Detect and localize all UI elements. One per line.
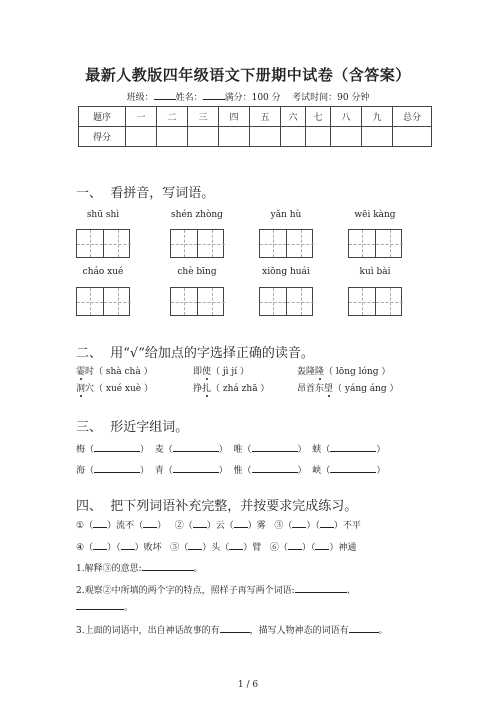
answer-blank[interactable]	[330, 442, 376, 452]
idiom-row: ①（ ）流不（ ） ②（ ）云（ ）雾 ③（ ）（ ）不平	[76, 518, 361, 531]
dotted-char: 隆	[315, 364, 324, 377]
question-2: 2.观察②中所填的两个字的特点，照样子再写两个词语: 、	[76, 583, 356, 596]
exam-time: 考试时间：90 分钟	[292, 93, 370, 103]
score-cell[interactable]	[393, 127, 432, 147]
answer-blank[interactable]	[121, 540, 135, 550]
class-blank[interactable]	[154, 90, 176, 100]
pronunciation-item: 挣扎（ zhá zhā ）	[193, 381, 269, 394]
section2-heading	[76, 342, 314, 361]
score-header: 题序	[79, 107, 126, 127]
name-blank[interactable]	[203, 90, 225, 100]
section4-title: 把下列词语补充完整，并按要求完成练习。	[110, 499, 358, 514]
writing-grid[interactable]	[259, 287, 313, 316]
full-score: 满分：100 分	[224, 93, 281, 103]
score-cell[interactable]	[219, 127, 250, 147]
score-cell[interactable]	[188, 127, 219, 147]
question-3: 3.上面的词语中，出自神话故事的有 ，描写人物神态的词语有 。	[76, 623, 388, 636]
answer-blank[interactable]	[143, 518, 157, 528]
answer-blank[interactable]	[292, 518, 306, 528]
answer-blank[interactable]	[252, 463, 298, 473]
writing-grid[interactable]	[348, 229, 402, 258]
score-cell[interactable]	[250, 127, 281, 147]
answer-blank[interactable]	[288, 540, 302, 550]
score-header: 九	[362, 107, 393, 127]
pinyin-label: xiōng huái	[262, 267, 310, 277]
score-header: 一	[126, 107, 157, 127]
answer-blank[interactable]	[188, 540, 202, 550]
answer-blank[interactable]	[94, 463, 140, 473]
writing-grid[interactable]	[76, 229, 130, 258]
section4-heading	[76, 495, 357, 514]
word-group-row: 海（ ） 青（ ） 惟（ ） 峡（ ）	[76, 463, 385, 476]
word-group-row: 梅（ ） 麦（ ） 唯（ ） 蛱（ ）	[76, 442, 385, 455]
pinyin-label: shū shì	[86, 210, 120, 220]
dotted-char: 洞	[76, 381, 85, 394]
pinyin-label: kuì bài	[359, 267, 391, 277]
section2-number: 二、	[76, 346, 103, 361]
section1-heading	[76, 182, 214, 201]
score-header: 总分	[393, 107, 432, 127]
dotted-char: 使	[202, 364, 211, 377]
score-header: 三	[188, 107, 219, 127]
score-cell[interactable]	[126, 127, 157, 147]
pinyin-label: chè bīng	[177, 267, 217, 277]
dotted-char: 望	[324, 381, 333, 394]
pinyin-label: cháo xué	[82, 267, 124, 277]
score-cell[interactable]	[281, 127, 306, 147]
pronunciation-item: 洞穴（ xué xuè ）	[76, 381, 153, 394]
answer-blank[interactable]	[320, 518, 334, 528]
writing-grid[interactable]	[348, 287, 402, 316]
answer-blank[interactable]	[93, 518, 107, 528]
answer-blank[interactable]	[315, 540, 329, 550]
pronunciation-item: 轰隆隆（ lōng lóng ）	[297, 364, 390, 377]
answer-blank[interactable]	[330, 463, 376, 473]
answer-blank[interactable]	[193, 518, 207, 528]
score-header: 四	[219, 107, 250, 127]
score-row-label: 得分	[79, 127, 126, 147]
writing-grid[interactable]	[76, 287, 130, 316]
pinyin-label: shén zhòng	[171, 210, 223, 220]
pronunciation-item: 昂首东望（ yáng áng ）	[297, 381, 399, 394]
pronunciation-item: 即使（ jì jí ）	[193, 364, 249, 377]
dotted-char: 霎	[76, 364, 85, 377]
idiom-row: ④（ ）（ ）败坏 ⑤（ ）头（ ）臂 ⑥（ ）（ ）神通	[76, 540, 356, 553]
question-2-cont: 。	[76, 600, 133, 613]
score-header: 二	[157, 107, 188, 127]
section2-title: 用“√”给加点的字选择正确的读音。	[110, 346, 314, 361]
answer-blank[interactable]	[220, 623, 250, 633]
score-cell[interactable]	[362, 127, 393, 147]
page-number: 1 / 6	[237, 680, 259, 690]
score-table	[78, 106, 432, 147]
score-cell[interactable]	[157, 127, 188, 147]
page-title: 最新人教版四年级语文下册期中试卷（含答案）	[85, 66, 411, 84]
name-label: 姓名：	[175, 93, 203, 103]
answer-blank[interactable]	[93, 540, 107, 550]
section1-number: 一、	[76, 186, 103, 201]
pinyin-label: wēi kàng	[354, 210, 396, 220]
writing-grid[interactable]	[170, 229, 224, 258]
answer-blank[interactable]	[252, 442, 298, 452]
score-table-score-row	[79, 127, 432, 147]
question-1: 1.解释③的意思: 。	[76, 561, 203, 574]
score-header: 八	[331, 107, 362, 127]
answer-blank[interactable]	[295, 583, 347, 593]
section3-number: 三、	[76, 420, 103, 435]
writing-grid[interactable]	[170, 287, 224, 316]
score-header: 七	[306, 107, 331, 127]
score-table-header-row	[79, 107, 432, 127]
class-label: 班级：	[126, 93, 154, 103]
answer-blank[interactable]	[173, 463, 219, 473]
exam-info	[0, 90, 496, 103]
answer-blank[interactable]	[94, 442, 140, 452]
answer-blank[interactable]	[76, 600, 124, 610]
pronunciation-item: 霎时（ shà chà ）	[76, 364, 153, 377]
score-cell[interactable]	[306, 127, 331, 147]
dotted-char: 扎	[202, 381, 211, 394]
score-cell[interactable]	[331, 127, 362, 147]
answer-blank[interactable]	[229, 540, 243, 550]
answer-blank[interactable]	[349, 623, 379, 633]
section4-number: 四、	[76, 499, 103, 514]
section1-title: 看拼音，写词语。	[110, 186, 215, 201]
writing-grid[interactable]	[259, 229, 313, 258]
score-header: 六	[281, 107, 306, 127]
answer-blank[interactable]	[234, 518, 248, 528]
answer-blank[interactable]	[173, 442, 219, 452]
section3-heading	[76, 416, 188, 435]
pinyin-label: yǎn hù	[270, 210, 302, 220]
answer-blank[interactable]	[142, 561, 194, 571]
score-header: 五	[250, 107, 281, 127]
section3-title: 形近字组词。	[110, 420, 189, 435]
